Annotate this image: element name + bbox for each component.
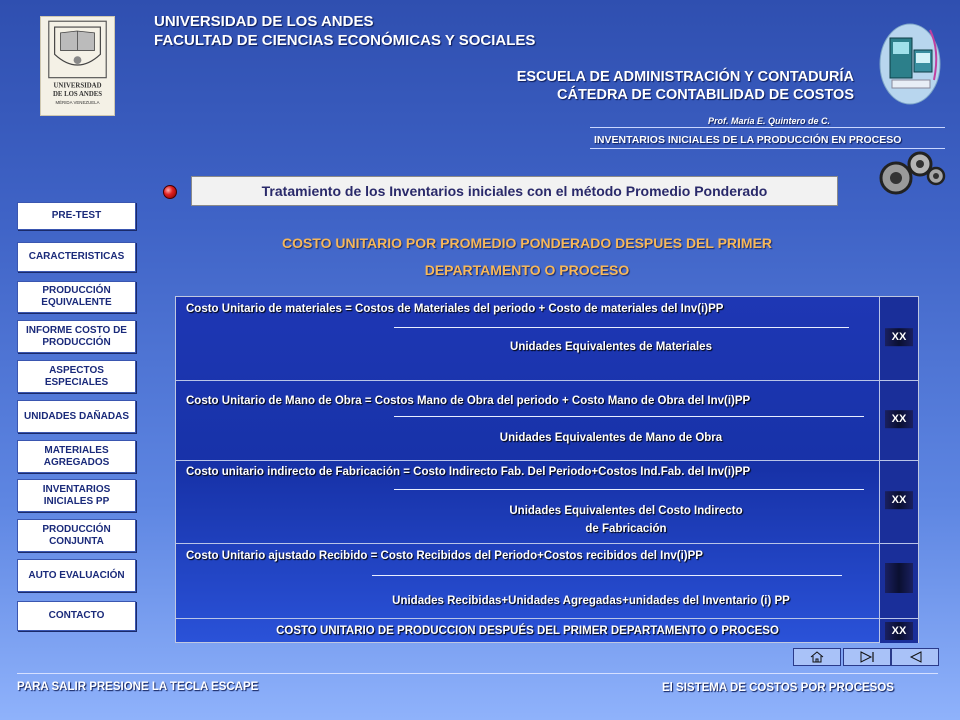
- value-received: [885, 563, 913, 593]
- value-labor: XX: [885, 410, 913, 428]
- professor-name: Prof. María E. Quintero de C.: [708, 116, 831, 126]
- value-total: XX: [885, 622, 913, 640]
- gears-icon: [878, 150, 946, 196]
- formula-received: Costo Unitario ajustado Recibido = Costo Recibidos del Periodo+Costos recibidos del Inv(i)PP: [186, 550, 703, 562]
- nav-auto-evaluacion[interactable]: AUTO EVALUACIÓN: [17, 559, 136, 592]
- next-button[interactable]: [843, 648, 891, 666]
- svg-text:MÉRIDA VENEZUELA: MÉRIDA VENEZUELA: [55, 99, 100, 105]
- section-divider: [590, 148, 945, 149]
- university-logo: [40, 16, 115, 116]
- svg-text:DE LOS ANDES: DE LOS ANDES: [52, 91, 103, 99]
- svg-text:UNIVERSIDAD: UNIVERSIDAD: [53, 82, 102, 90]
- fraction-line: [394, 416, 864, 417]
- header-divider: [590, 127, 945, 128]
- table-heading-line2: DEPARTAMENTO O PROCESO: [424, 262, 630, 278]
- school-name: ESCUELA DE ADMINISTRACIÓN Y CONTADURÍA: [516, 69, 854, 85]
- nav-inventarios-iniciales[interactable]: INVENTARIOS INICIALES PP: [17, 479, 136, 512]
- denominator-labor: Unidades Equivalentes de Mano de Obra: [499, 432, 723, 444]
- faculty-name: FACULTAD DE CIENCIAS ECONÓMICAS Y SOCIALES: [154, 32, 536, 49]
- table-row: [176, 544, 879, 619]
- nav-aspectos-especiales[interactable]: ASPECTOS ESPECIALES: [17, 360, 136, 393]
- nav-produccion-conjunta[interactable]: PRODUCCIÓN CONJUNTA: [17, 519, 136, 552]
- value-overhead: XX: [885, 491, 913, 509]
- home-icon: [810, 651, 824, 663]
- denominator-overhead-1: Unidades Equivalentes del Costo Indirecto: [509, 505, 743, 517]
- formula-labor: Costo Unitario de Mano de Obra = Costos Mano de Obra del periodo + Costo Mano de Obra del Inv(i)PP: [186, 395, 751, 407]
- denominator-materials: Unidades Equivalentes de Materiales: [510, 341, 712, 353]
- home-button[interactable]: [793, 648, 841, 666]
- value-cell: [879, 619, 918, 643]
- nav-contacto[interactable]: CONTACTO: [17, 601, 136, 631]
- denominator-received: Unidades Recibidas+Unidades Agregadas+unidades del Inventario (i) PP: [392, 595, 790, 607]
- footer-system-title: El SISTEMA DE COSTOS POR PROCESOS: [662, 682, 894, 694]
- chair-name: CÁTEDRA DE CONTABILIDAD DE COSTOS: [557, 87, 854, 103]
- value-cell: [879, 381, 918, 461]
- fraction-line: [394, 489, 864, 490]
- university-seal-icon: [41, 17, 114, 115]
- denominator-overhead-2: de Fabricación: [585, 523, 667, 535]
- nav-produccion-equivalente[interactable]: PRODUCCIÓN EQUIVALENTE: [17, 281, 136, 313]
- table-row: [176, 381, 879, 461]
- nav-unidades-danadas[interactable]: UNIDADES DAÑADAS: [17, 400, 136, 433]
- fraction-line: [372, 575, 842, 576]
- previous-icon: [907, 651, 923, 663]
- fraction-line: [394, 327, 849, 328]
- footer-divider: [17, 673, 938, 674]
- cost-formula-table: [175, 296, 919, 643]
- bullet-icon: [163, 185, 177, 199]
- table-row: [176, 297, 879, 381]
- computer-icon: [876, 20, 944, 108]
- university-name: UNIVERSIDAD DE LOS ANDES: [154, 13, 374, 30]
- total-label: COSTO UNITARIO DE PRODUCCION DESPUÉS DEL PRIMER DEPARTAMENTO O PROCESO: [276, 625, 779, 637]
- nav-informe-costo[interactable]: INFORME COSTO DE PRODUCCIÓN: [17, 320, 136, 353]
- next-icon: [859, 651, 875, 663]
- formula-materials: Costo Unitario de materiales = Costos de Materiales del periodo + Costo de materiales del Inv(i)PP: [186, 303, 724, 315]
- formula-overhead: Costo unitario indirecto de Fabricación = Costo Indirecto Fab. Del Periodo+Costos Ind.Fab. del Inv(i)PP: [186, 466, 751, 478]
- footer-escape-hint: PARA SALIR PRESIONE LA TECLA ESCAPE: [17, 681, 259, 693]
- value-cell: [879, 297, 918, 381]
- nav-pre-test[interactable]: PRE-TEST: [17, 202, 136, 230]
- section-title: INVENTARIOS INICIALES DE LA PRODUCCIÓN EN PROCESO: [594, 134, 902, 146]
- value-cell: [879, 544, 918, 619]
- table-heading-line1: COSTO UNITARIO POR PROMEDIO PONDERADO DESPUES DEL PRIMER: [281, 235, 773, 251]
- nav-materiales-agregados[interactable]: MATERIALES AGREGADOS: [17, 440, 136, 473]
- value-cell: [879, 461, 918, 544]
- value-materials: XX: [885, 328, 913, 346]
- previous-button[interactable]: [891, 648, 939, 666]
- nav-caracteristicas[interactable]: CARACTERISTICAS: [17, 242, 136, 272]
- page-title: Tratamiento de los Inventarios iniciales con el método Promedio Ponderado: [191, 176, 838, 206]
- header-school-block: [517, 68, 854, 104]
- header-university-block: [154, 12, 535, 50]
- table-row: [176, 461, 879, 544]
